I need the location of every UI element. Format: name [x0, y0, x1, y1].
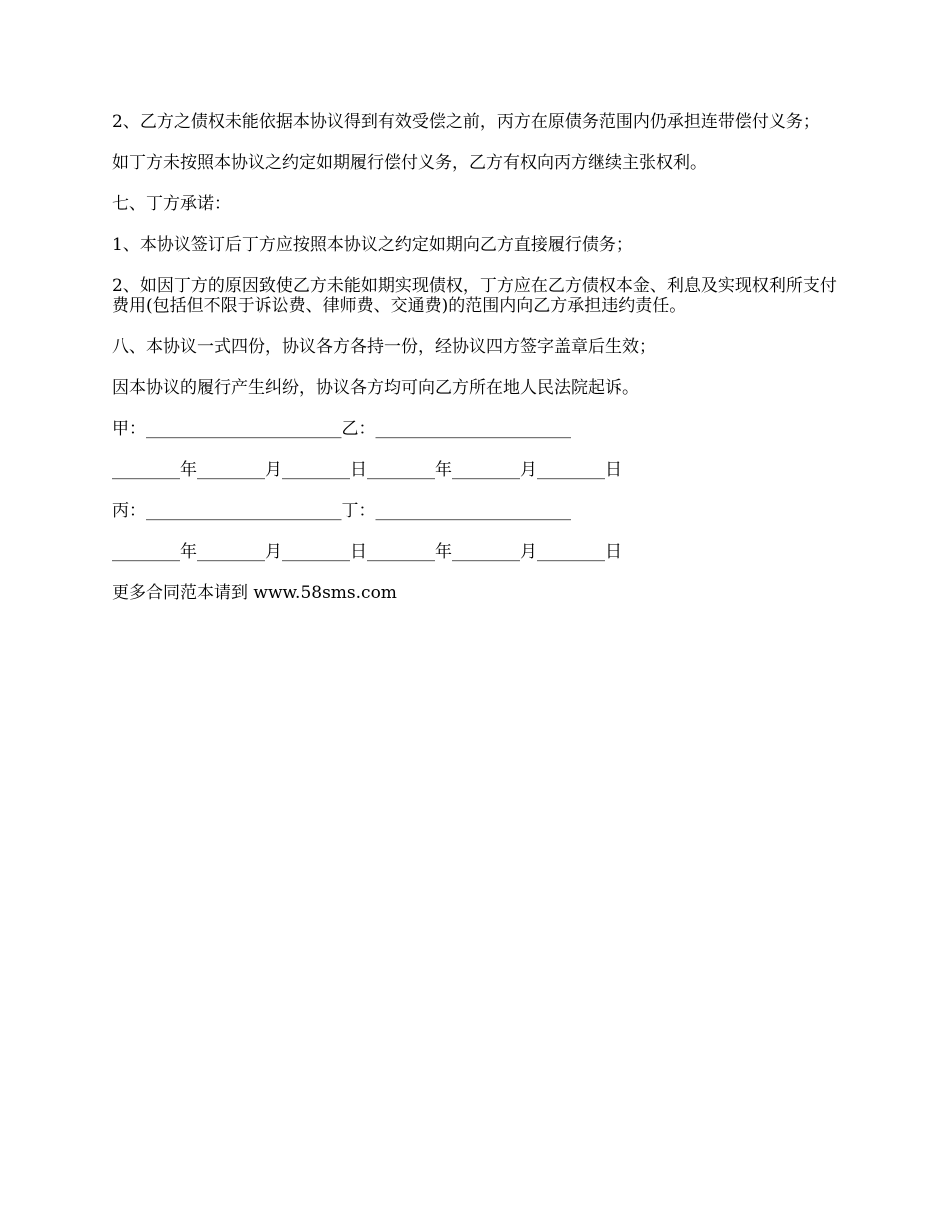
section-heading-8: 八、本协议一式四份，协议各方各持一份，经协议四方签字盖章后生效；	[112, 337, 656, 357]
paragraph-breach-liability: 2、如因丁方的原因致使乙方未能如期实现债权，丁方应在乙方债权本金、利息及实现权利所支付费用(包括但不限于诉讼费、律师费、交通费)的范围内向乙方承担违约责任。	[112, 276, 837, 316]
signature-line-jia-yi: 甲：_______________________乙：_______________________	[112, 419, 571, 439]
paragraph-direct-performance: 1、本协议签订后丁方应按照本协议之约定如期向乙方直接履行债务；	[112, 235, 633, 255]
section-heading-7: 七、丁方承诺：	[112, 194, 231, 214]
date-line-bing-ding: ________年________月________日________年________月________日	[112, 542, 622, 562]
paragraph-joint-liability: 2、乙方之债权未能依据本协议得到有效受偿之前，丙方在原债务范围内仍承担连带偿付义务；	[112, 112, 820, 132]
paragraph-dispute-resolution: 因本协议的履行产生纠纷，协议各方均可向乙方所在地人民法院起诉。	[112, 378, 639, 398]
paragraph-claim-rights: 如丁方未按照本协议之约定如期履行偿付义务，乙方有权向丙方继续主张权利。	[112, 153, 707, 173]
date-line-jia-yi: ________年________月________日________年________月________日	[112, 460, 622, 480]
footer-link-text: 更多合同范本请到 www.58sms.com	[112, 583, 397, 603]
signature-line-bing-ding: 丙：_______________________丁：_______________________	[112, 501, 571, 521]
document-page	[112, 112, 840, 603]
